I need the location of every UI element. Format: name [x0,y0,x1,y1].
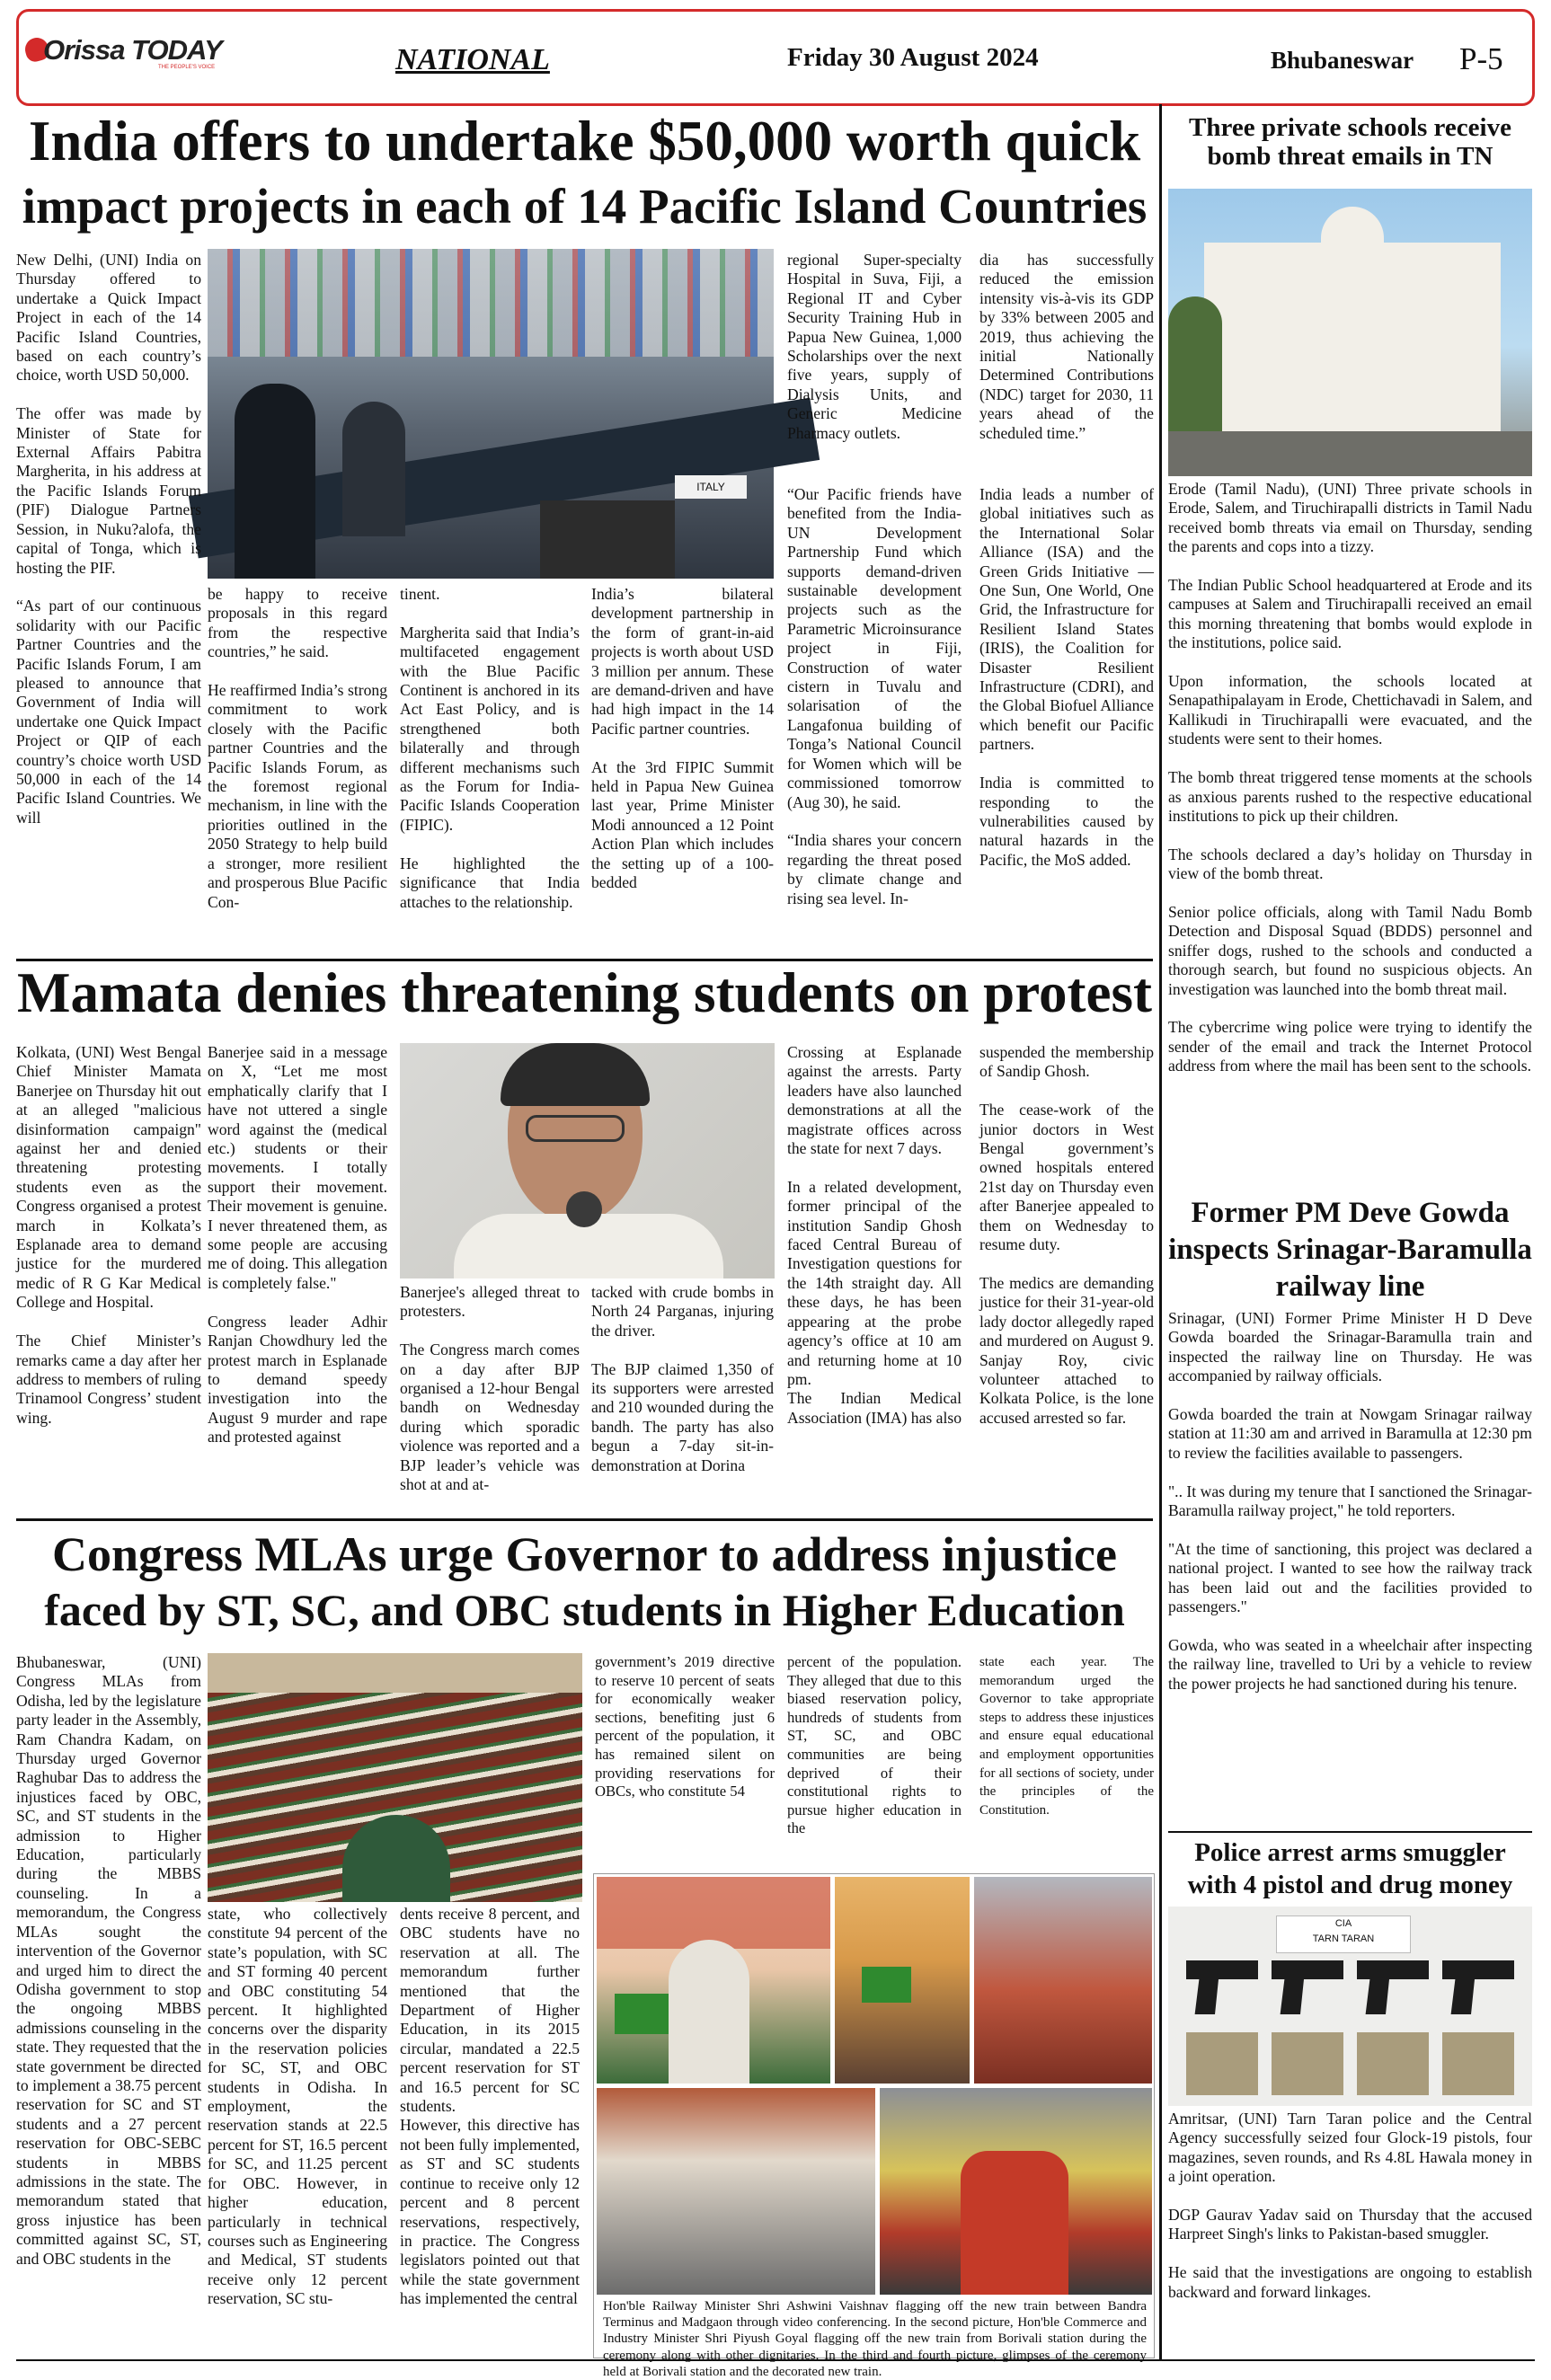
sidebar-s2-headline: Former PM Deve Gowda inspects Srinagar-Baramulla railway line [1168,1197,1532,1303]
story3-col6: state each year. The memorandum urged the Governor to take appropriate steps to address these injustices and ensure equal educational and employment opportunities for all sections of society, under the principles of the Constitution. [979,1655,1154,1818]
story1-col5b: “Our Pacific friends have benefited from the India-UN Development Partnership Fund which supports demand-driven sustainable development projects such as the Parametric Microinsurance project in Fiji, Construction of water cistern in Tuvalu and solarisation of the Langafonua building of Tonga’s National Council for Women which will be commissioned tomorrow (Aug 30), he said. “India shares your concern regarding the threat posed by climate change and rising sea level. In- [787,485,962,907]
delegate-figure [235,384,315,579]
mamata-photo [400,1043,775,1278]
rail-photo-ceremony [597,2088,875,2295]
logo [25,34,241,70]
story1-col2: be happy to receive proposals in this regard from the respective countries,” he said. He reaffirmed India’s strong commitment to work closely with the Pacific partner Countries and the Pacific Islands Forum, as the foremost regional mechanism, in line with the priorities outlined in the 2050 Strategy to help build a stronger, more resilient and prosperous Blue Pacific Con- [208,585,387,911]
flags-backdrop [208,249,774,357]
rail-photo-minister [597,1877,830,2084]
delegate-figure [342,402,405,536]
story1-col3: tinent. Margherita said that India’s multifaceted engagement with the Blue Pacific Continent is anchored in its Act East Policy, and is strengthened both bilaterally and through different mechanisms such as the Forum for India-Pacific Islands Cooperation (FIPIC). He highlighted the significance that India attaches to the relationship. [400,585,580,911]
rail-photo-flagoff [835,1877,970,2084]
story1-headline-line1: India offers to undertake $50,000 worth quick [28,110,1141,173]
pistol-icon [1442,1960,1514,2014]
logo-tagline: THE PEOPLE'S VOICE [158,65,216,70]
city-label: Bhubaneswar [1271,47,1414,74]
issue-date: Friday 30 August 2024 [787,43,1039,72]
pistol-icon [1357,1960,1429,2014]
microphone-shape [566,1191,602,1227]
sidebar-separator [1168,1831,1532,1833]
story1-col6a: dia has successfully reduced the emission intensity vis-à-vis its GDP by 33% between 2005 and 2019, thus achieving the initial Nationally Determined Contributions (NDC) target for 2030, 11 years ahead of the scheduled time.” [979,251,1154,442]
story1-col4: India’s bilateral development partnership in the form of grant-in-aid projects is worth about USD 3 million per annum. These are demand-driven and have had high impact in the 14 Pacific partner countries. At the 3rd FIPIC Summit held in Papua New Guinea last year, Prime Minister Modi announced a 12 Point Action Plan which includes the setting up of a 100-bedded [591,585,774,892]
person-hair [501,1043,650,1106]
laptop-shape [540,500,675,579]
story-separator [16,1518,1153,1521]
rail-caption: Hon'ble Railway Minister Shri Ashwini Vaishnav flagging off the new train between Bandra Terminus and Madgaon through video conferencing. In the second picture, Hon'ble Commerce and Industry Minister Shri Piyush Goyal flagging off the new train from Borivali station during the ceremony along with other dignitaries. In the third and fourth picture, glimpses of the ceremony held at Borivali station and the decorated new train. [603,2299,1147,2379]
section-label: NATIONAL [395,43,550,76]
story1-col6b: India leads a number of global initiatives such as the International Solar Alliance (ISA) and the Green Grids Initiative — One Sun, One World, One Grid, the Infrastructure for Resilient Island States (IRIS), the Coalition for Disaster Resilient Infrastructure (CDRI), and the Global Biofuel Alliance which benefit our Pacific partners. India is committed to responding to the vulnerabilities caused by natural hazards in the Pacific, the MoS added. [979,485,1154,869]
story1-headline [16,110,1153,234]
story1-col1: New Delhi, (UNI) India on Thursday offered to undertake a Quick Impact Project in each of the 14 Pacific Island Countries, based on each country’s choice, worth USD 50,000. The offer was made by Minister of State for External Affairs Pabitra Margherita, in his address at the Pacific Islands Forum (PIF) Dialogue Partners Session, in Nuku?alofa, the capital of Tonga, which is hosting the PIF. “As part of our continuous solidarity with our Pacific Partner Countries and the Pacific Islands Forum, I am pleased to announce that Government of India will undertake one Quick Impact Project or QIP of each country’s choice worth USD 50,000 in each of the 14 Pacific Island Countries. We will [16,251,201,827]
story2-col1: Kolkata, (UNI) West Bengal Chief Minister Mamata Banerjee on Thursday hit out at an alleged "malicious disinformation campaign" against her and denied threatening protesting students even as the Congress organised a protest march in Kolkata’s Esplanade area to demand justice for the murdered medic of R G Kar Medical College and Hospital. The Chief Minister’s remarks came a day after her address to members of ruling Trinamool Congress’ student wing. [16,1043,201,1427]
sidebar-s3-body: Amritsar, (UNI) Tarn Taran police and the Central Agency successfully seized four Glock-19 pistols, four magazines, seven rounds, and Rs 4.8L Hawala money in a joint operation. DGP Gaurav Yadav said on Thursday that the accused Harpreet Singh's links to Pakistan-based smuggler. He said that the investigations are ongoing to establish backward and forward linkages. [1168,2110,1532,2301]
sidebar-s1-headline: Three private schools receive bomb threat emails in TN [1189,113,1511,172]
person-shape [669,1940,749,2084]
story1-headline-line2: impact projects in each of 14 Pacific Island Countries [22,178,1148,234]
road-shape [1168,431,1532,476]
page-number: P-5 [1459,41,1503,76]
rail-photo-decorated-train [880,2088,1152,2295]
school-photo [1168,189,1532,476]
story3-headline [16,1527,1153,1635]
story1-photo [208,249,774,579]
story3-col1: Bhubaneswar, (UNI) Congress MLAs from Odisha, led by the legislature party leader in the Assembly, Ram Chandra Kadam, on Thursday urged Governor Raghubar Das to address the injustices faced by OBC, SC, and ST students in the admission to Higher Education, particularly during the MBBS counseling. In a memorandum, the Congress MLAs sought the intervention of the Governor and urged him to direct the Odisha government to stop the ongoing MBBS admissions counseling in the state. They requested that the state government be directed to implement a 38.75 percent reservation for SC and ST students and a 27 percent reservation for OBC-SEBC students in MBBS admissions in the state. The memorandum stated that gross injustice has been committed against SC, ST, and OBC students in the [16,1653,201,2268]
story2-col4: tacked with crude bombs in North 24 Parganas, injuring the driver. The BJP claimed 1,350 of its supporters were arrested and 210 wounded during the bandh. The party has also begun a 7-day sit-in-demonstration at Dorina [591,1283,774,1474]
sidebar-s2-body: Srinagar, (UNI) Former Prime Minister H D Deve Gowda boarded the Srinagar-Baramulla train and inspected the railway line on Thursday. He was accompanied by railway officials. Gowda boarded the train at Nowgam Srinagar railway station at 11:30 am and arrived in Baramulla at 12:30 pm to review the facilities available to passengers. ".. It was during my tenure that I sanctioned the Srinagar-Baramulla railway project," he told reporters. "At the time of sanctioning, this project was declared a national project. I wanted to see how the railway track has been laid out and the facilities provided to passengers." Gowda, who was seated in a wheelchair after inspecting the railway line, travelled to Uri by a vehicle to review the power projects he had sanctioned during his tenure. [1168,1309,1532,1693]
story1-col5a: regional Super-specialty Hospital in Suva, Fiji, a Regional IT and Cyber Security Training Hub in Papua New Guinea, 1,000 Scholarships over the next five years, supply of Dialysis Units, and Generic Medicine Pharmacy outlets. [787,251,962,442]
rail-collage [593,1873,1155,2379]
dome-shape [1321,207,1384,261]
sidebar-divider [1159,104,1162,2359]
green-flag-shape [862,1967,911,2003]
agency-sign: CIA TARN TARAN [1276,1916,1411,1953]
arms-photo [1168,1907,1532,2106]
rail-photo-train [974,1877,1152,2084]
logo-text: Orissa TODAY [43,34,222,66]
banner-shape [597,1877,830,1949]
story3-headline-line1: Congress MLAs urge Governor to address injustice [52,1527,1117,1581]
building-shape [1204,243,1501,431]
sidebar-s1-body: Erode (Tamil Nadu), (UNI) Three private schools in Erode, Salem, and Tiruchirapalli districts in Tamil Nadu received bomb threats via email on Thursday, sending the parents and cops into a tizzy. The Indian Public School headquartered at Erode and its campuses at Salem and Tiruchirapalli received an email this morning threatening that bombs would explode in the institutions, police said. Upon information, the schools located at Senapathipalayam in Erode, Chettichavadi in Salem, and Kallikudi in Tiruchirapalli were evacuated, and the students were sent to their homes. The bomb threat triggered tense moments at the schools as anxious parents rushed to the respective educational institutions to pick up their children. The schools declared a day’s holiday on Thursday in view of the bomb threat. Senior police officials, along with Tamil Nadu Bomb Detection and Disposal Squad (BDDS) personnel and sniffer dogs, rushed to the schools and conducted a thorough search, but found no suspicious objects. An investigation was launched into the bomb threat mail. The cybercrime wing police were trying to identify the sender of the email and track the Internet Protocol address from where the mail has been sent to the schools. [1168,480,1532,1075]
glasses-shape [526,1115,625,1142]
story2-headline: Mamata denies threatening students on protest [17,961,1152,1024]
cash-bundles [1186,2032,1514,2095]
story3-col4: government’s 2019 directive to reserve 10 percent of seats for economically weaker sections, benefiting just 6 percent of the population, it has remained silent on providing reservations for OBCs, who constitute 54 [595,1653,775,1800]
story3-headline-line2: faced by ST, SC, and OBC students in Higher Education [44,1585,1125,1636]
country-placard: ITALY [675,475,747,499]
story2-col5: Crossing at Esplanade against the arrests. Party leaders have also launched demonstrations at all the magistrate offices across the state for next 7 days. In a related development, former principal of the institution Sandip Ghosh faced Central Bureau of Investigation questions for the 14th straight day. All these days, he has been appearing at the probe agency’s office at 10 am and returning home at 10 pm. The Indian Medical Association (IMA) has also [787,1043,962,1427]
pistol-icon [1186,1960,1258,2014]
story2-col3: Banerjee's alleged threat to protesters. The Congress march comes on a day after BJP organised a 12-hour Bengal bandh on Wednesday during which sporadic violence was reported and a BJP leader’s vehicle was shot at and at- [400,1283,580,1494]
train-front-shape [961,2151,1068,2295]
assembly-photo [208,1653,582,1902]
story2-col6: suspended the membership of Sandip Ghosh. The cease-work of the junior doctors in West Bengal government’s owned hospitals entered 21st day on Thursday even after Banerjee appealed to them on Wednesday to resume duty. The medics are demanding justice for their 31-year-old lady doctor allegedly raped and murdered on August 9. Sanjay Roy, civic volunteer attached to Kolkata Police, is the lone accused arrested so far. [979,1043,1154,1427]
green-flag-shape [615,1994,669,2034]
pistol-icon [1272,1960,1343,2014]
assembly-ceiling [208,1653,582,1693]
story2-col2: Banerjee said in a message on X, “Let me most emphatically clarify that I have not uttered a single word against the (medical etc.) students or their movements. I totally support their movement. Their movement is genuine. I never threatened them, as some people are accusing me of doing. This allegation is completely false." Congress leader Adhir Ranjan Chowdhury led the protest march in Esplanade to demand speedy investigation into the August 9 murder and rape and protested against [208,1043,387,1447]
story3-col2: state, who collectively constitute 94 percent of the state’s population, with SC and ST forming 40 percent and OBC constituting 54 percent. It highlighted concerns over the disparity in the reservation policies for SC, ST, and OBC students in Odisha. In employment, the reservation stands at 22.5 percent for ST, 16.5 percent for SC, and 11.25 percent for OBC. However, in higher education, particularly in technical courses such as Engineering and Medical, ST students receive only 12 percent reservation, SC stu- [208,1905,387,2308]
story3-col5: percent of the population. They alleged that due to this biased reservation policy, hundreds of students from ST, SC, and OBC communities are being deprived of their constitutional rights to pursue higher education in the [787,1653,962,1837]
story3-col3: dents receive 8 percent, and OBC students have no reservation at all. The memorandum further mentioned that the Department of Higher Education, in its 2015 circular, mandated a 22.5 percent reservation for ST and 16.5 percent for SC students. However, this directive has not been fully implemented, as ST and SC students continue to receive only 12 percent and 8 percent reservations, respectively, in practice. The Congress legislators pointed out that while the state government has implemented the central [400,1905,580,2308]
sidebar-s3-headline: Police arrest arms smuggler with 4 pistol and drug money [1187,1838,1513,1899]
